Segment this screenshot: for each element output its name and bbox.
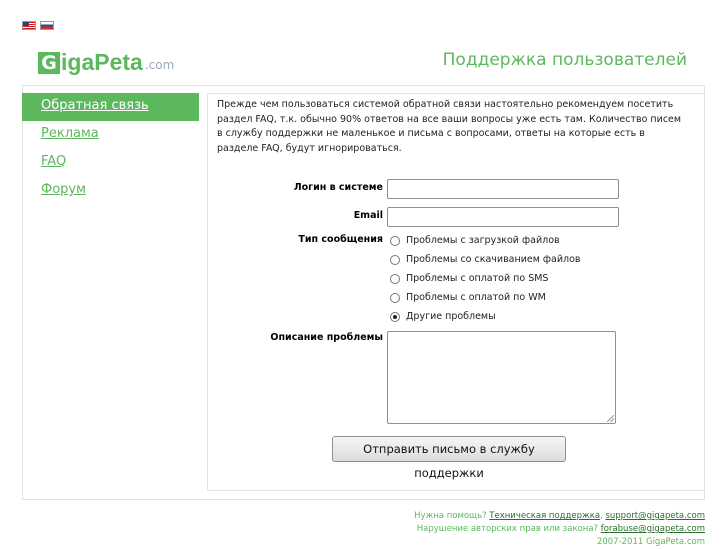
radio-other-problems[interactable] [390,310,496,322]
login-label: Логин в системе [293,182,383,193]
radio-button[interactable] [390,293,400,303]
abuse-email-link[interactable]: forabuse@gigapeta.com [600,524,705,534]
logo-text: igaPeta [61,49,143,75]
radio-label: Другие проблемы [406,310,496,322]
resize-grip-icon[interactable] [607,415,614,422]
footer-help-prefix: Нужна помощь? [414,511,487,521]
radio-upload-problems[interactable] [390,234,560,246]
radio-sms-payment[interactable] [390,272,548,284]
sidebar-item-ads[interactable]: Реклама [41,126,99,141]
footer-copyright: 2007-2011 GigaPeta.com [596,537,705,547]
radio-label: Проблемы с оплатой по SMS [406,272,549,284]
radio-button[interactable] [390,274,400,284]
support-email-link[interactable]: support@gigapeta.com [605,511,705,521]
logo-suffix: .com [144,58,175,72]
sidebar-item-faq[interactable]: FAQ [41,154,67,169]
sidebar-item-forum[interactable]: Форум [41,182,86,197]
feedback-panel [207,93,705,491]
description-label: Описание проблемы [270,332,383,343]
sidebar-item-feedback[interactable]: Обратная связь [22,93,199,121]
footer-help-line: Нужна помощь? Техническая поддержка, support@gigapeta.com [414,511,705,521]
message-type-label: Тип сообщения [298,234,383,245]
email-input[interactable] [387,207,619,227]
page-title: Поддержка пользователей [442,50,687,70]
radio-label: Проблемы со скачиванием файлов [406,253,581,265]
logo-g-icon: G [38,52,60,74]
footer-abuse-line [414,523,705,536]
footer [414,510,705,549]
site-logo[interactable] [38,50,174,74]
language-switcher [22,21,54,30]
radio-label: Проблемы с загрузкой файлов [406,234,560,246]
radio-button[interactable] [390,236,400,246]
radio-wm-payment[interactable] [390,291,546,303]
radio-download-problems[interactable] [390,253,581,265]
footer-abuse-prefix: Нарушение авторских прав или закона? [416,524,599,534]
flag-en-icon[interactable] [22,21,36,30]
radio-button[interactable] [390,255,400,265]
login-input[interactable] [387,179,619,199]
sidebar-nav [22,93,199,205]
radio-label: Проблемы с оплатой по WM [406,291,546,303]
tech-support-link[interactable]: Техническая поддержка [489,511,601,521]
intro-text: Прежде чем пользоваться системой обратной связи настоятельно рекомендуем посетить раздел FAQ, т.к. обычно 90% ответов на все ваши вопросы уже есть там. Количество писем в службу поддержки не маленькое и письма с вопросами, ответы на которые есть в разделе FAQ, будут игнорироваться. [217,99,682,154]
flag-ru-icon[interactable] [40,21,54,30]
radio-button-checked[interactable] [390,312,400,322]
description-textarea[interactable] [387,331,616,424]
submit-button[interactable]: Отправить письмо в службу поддержки [332,436,566,462]
email-label: Email [353,210,383,221]
